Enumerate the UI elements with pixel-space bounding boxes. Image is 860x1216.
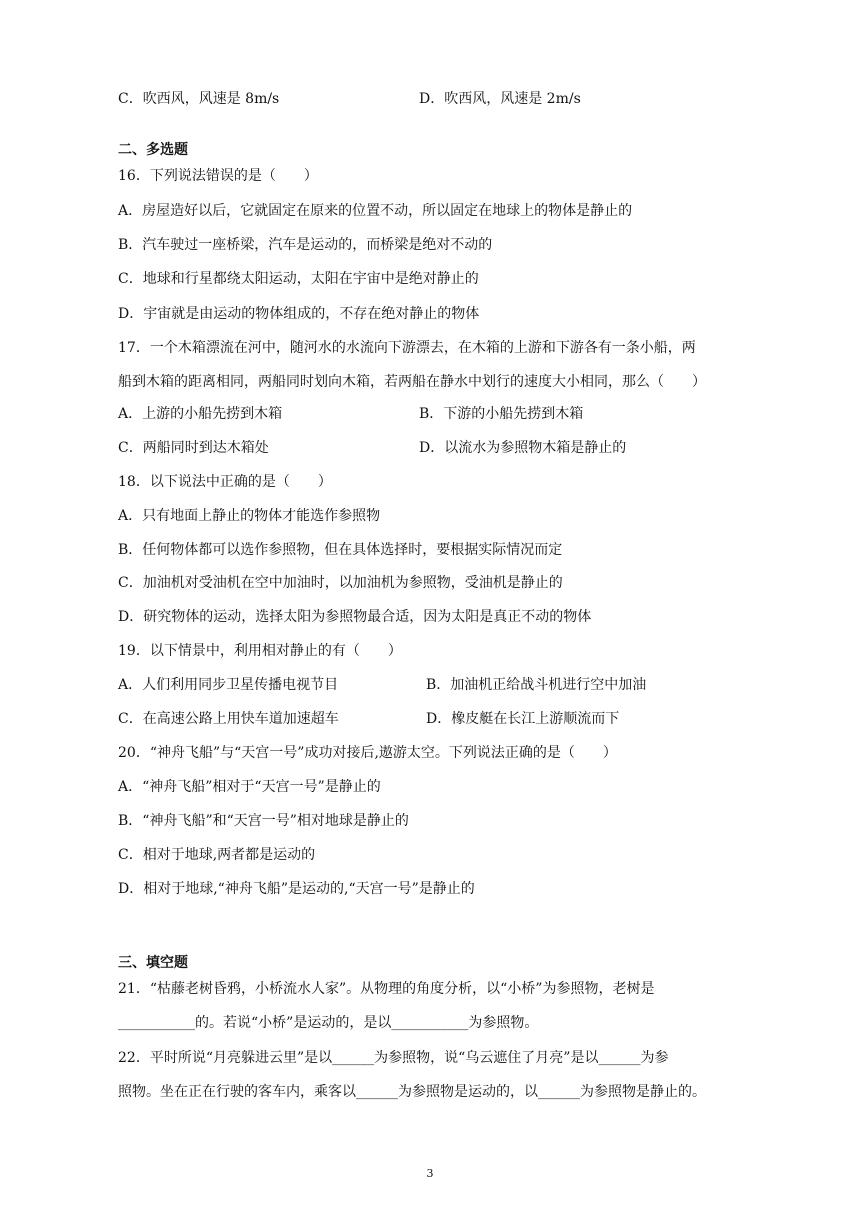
q22-line1: 22．平时所说“月亮躲进云里”是以______为参照物，说“乌云遮住了月亮”是以______为参	[118, 1050, 669, 1066]
q15-option-d: D．吹西风，风速是 2m/s	[419, 91, 581, 107]
q18-option-c: C．加油机对受油机在空中加油时，以加油机为参照物，受油机是静止的	[118, 575, 563, 591]
section-fill-in: 三、填空题	[118, 955, 188, 971]
section-multiple-choice: 二、多选题	[118, 142, 188, 158]
q17-option-c: C．两船同时到达木箱处	[118, 440, 269, 456]
q16-option-a: A．房屋造好以后，它就固定在原来的位置不动，所以固定在地球上的物体是静止的	[118, 203, 633, 219]
q16-option-d: D．宇宙就是由运动的物体组成的，不存在绝对静止的物体	[118, 306, 480, 322]
q17-option-d: D．以流水为参照物木箱是静止的	[419, 440, 627, 456]
q19-option-c: C．在高速公路上用快车道加速超车	[118, 711, 339, 727]
q15-option-c: C．吹西风，风速是 8m/s	[118, 91, 280, 107]
q19-option-b: B．加油机正给战斗机进行空中加油	[426, 677, 647, 693]
q17-stem-line2: 船到木箱的距离相同，两船同时划向木箱，若两船在静水中划行的速度大小相同，那么（ ）	[118, 374, 706, 390]
q22-line2: 照物。坐在正在行驶的客车内，乘客以______为参照物是运动的，以______为参照物是静止的。	[118, 1084, 706, 1100]
q18-option-b: B．任何物体都可以选作参照物，但在具体选择时，要根据实际情况而定	[118, 542, 563, 558]
q18-option-d: D．研究物体的运动，选择太阳为参照物最合适，因为太阳是真正不动的物体	[118, 609, 592, 625]
q18-stem: 18．以下说法中正确的是（ ）	[118, 474, 332, 490]
q19-stem: 19．以下情景中，利用相对静止的有（ ）	[118, 643, 402, 659]
q21-line1: 21．“枯藤老树昏鸦，小桥流水人家”。从物理的角度分析，以“小桥”为参照物，老树是	[118, 981, 655, 997]
page-number: 3	[426, 1167, 434, 1180]
q17-option-a: A．上游的小船先捞到木箱	[118, 406, 283, 422]
q19-option-a: A．人们利用同步卫星传播电视节目	[118, 677, 339, 693]
q20-option-d: D．相对于地球,“神舟飞船”是运动的,“天宫一号”是静止的	[118, 881, 475, 897]
q19-option-d: D．橡皮艇在长江上游顺流而下	[426, 711, 620, 727]
q16-option-c: C．地球和行星都绕太阳运动，太阳在宇宙中是绝对静止的	[118, 271, 479, 287]
q17-stem-line1: 17．一个木箱漂流在河中，随河水的水流向下游漂去，在木箱的上游和下游各有一条小船，两	[118, 340, 696, 356]
q20-option-a: A．“神舟飞船”相对于“天宫一号”是静止的	[118, 779, 381, 795]
q20-option-b: B．“神舟飞船”和“天宫一号”相对地球是静止的	[118, 813, 409, 829]
q18-option-a: A．只有地面上静止的物体才能选作参照物	[118, 508, 381, 524]
q21-line2: ___________的。若说“小桥”是运动的，是以___________为参照物。	[118, 1015, 539, 1031]
q16-stem: 16．下列说法错误的是（ ）	[118, 168, 318, 184]
q20-option-c: C．相对于地球,两者都是运动的	[118, 847, 316, 863]
q17-option-b: B．下游的小船先捞到木箱	[419, 406, 584, 422]
q20-stem: 20．“神舟飞船”与“天宫一号”成功对接后,遨游太空。下列说法正确的是（ ）	[118, 745, 617, 761]
q16-option-b: B．汽车驶过一座桥梁，汽车是运动的，而桥梁是绝对不动的	[118, 237, 493, 253]
